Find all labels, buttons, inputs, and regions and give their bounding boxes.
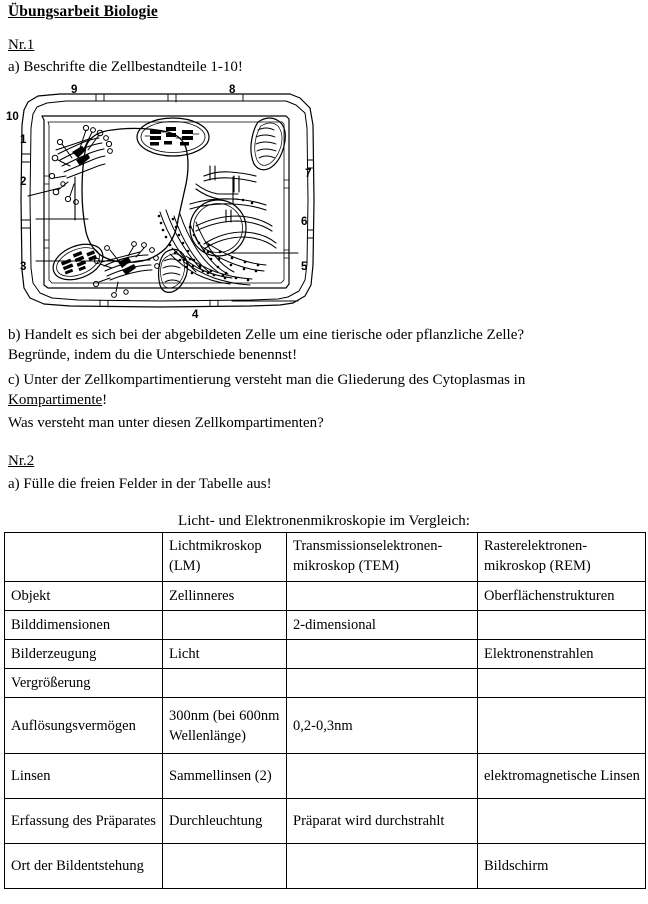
cell-objekt-rem[interactable]: Oberflächenstrukturen [478,582,646,611]
table-row [5,582,646,611]
diagram-label-1: 1 [20,134,27,146]
chloroplast-upper [137,118,209,156]
header-cell-rem: Rasterelektronen- mikroskop (REM) [478,533,646,582]
diagram-label-4: 4 [192,309,199,320]
cell-ort-tem[interactable] [287,844,478,889]
cell-bilddimensionen-tem[interactable]: 2-dimensional [287,611,478,640]
row-label-aufloesungsvermoegen: Auflösungsvermögen [5,698,163,754]
task-2a-text: a) Fülle die freien Felder in der Tabelle aus! [8,476,272,492]
task-1c-line1: c) Unter der Zellkompartimentierung versteht man die Gliederung des Cytoplasmas in [8,372,526,388]
row-label-objekt: Objekt [5,582,163,611]
cell-wall-segments [21,94,313,307]
cell-linsen-rem[interactable]: elektromagnetische Linsen [478,754,646,799]
task-1b-line2: Begründe, indem du die Unterschiede benennst! [8,347,298,363]
header-cell-tem: Transmissionselektronen- mikroskop (TEM) [287,533,478,582]
golgi-apparatus-lower [93,242,159,298]
diagram-label-10: 10 [6,111,19,123]
task-1a-text: a) Beschrifte die Zellbestandteile 1-10! [8,59,243,75]
table-row [5,698,646,754]
page-title: Übungsarbeit Biologie [8,3,158,20]
golgi-apparatus-upper [49,125,112,204]
cell-bilderzeugung-rem[interactable]: Elektronenstrahlen [478,640,646,669]
table-row [5,669,646,698]
row-label-linsen: Linsen [5,754,163,799]
row-label-bilderzeugung: Bilderzeugung [5,640,163,669]
table-row [5,799,646,844]
cell-vergroesserung-rem[interactable] [478,669,646,698]
cell-ort-rem[interactable]: Bildschirm [478,844,646,889]
diagram-label-6: 6 [301,216,308,228]
cell-aufloesung-tem[interactable]: 0,2-0,3nm [287,698,478,754]
cell-aufloesung-rem[interactable] [478,698,646,754]
section-label-nr1: Nr.1 [8,37,35,53]
cell-vergroesserung-lm[interactable] [163,669,287,698]
cell-ort-lm[interactable] [163,844,287,889]
cell-linsen-lm[interactable]: Sammellinsen (2) [163,754,287,799]
table-row [5,754,646,799]
diagram-label-9: 9 [71,84,78,96]
cell-bilderzeugung-tem[interactable] [287,640,478,669]
cell-vergroesserung-tem[interactable] [287,669,478,698]
task-1c-line2 [8,391,107,411]
task-1b-line1: b) Handelt es sich bei der abgebildeten Zelle um eine tierische oder pflanzliche Zelle? [8,327,525,343]
table-caption: Licht- und Elektronenmikroskopie im Vergleich: [178,513,470,529]
table-row [5,640,646,669]
cell-wall-outer [21,94,314,307]
diagram-label-8: 8 [229,84,236,96]
cell-bilderzeugung-lm[interactable]: Licht [163,640,287,669]
kompartimente-underlined: Kompartimente [8,392,103,408]
plant-cell-diagram [0,80,330,320]
membrane-dashes [44,176,289,258]
task-1c-line3: Was versteht man unter diesen Zellkompartimenten? [8,415,324,431]
row-label-vergroesserung: Vergrößerung [5,669,163,698]
cell-erfassung-tem[interactable]: Präparat wird durchstrahlt [287,799,478,844]
diagram-label-2: 2 [20,176,27,188]
comparison-table [4,532,646,889]
header-cell-lm: Lichtmikroskop (LM) [163,533,287,582]
cell-objekt-tem[interactable] [287,582,478,611]
table-header-row [5,533,646,582]
mitochondrion-upper-right [251,118,285,170]
row-label-bilddimensionen: Bilddimensionen [5,611,163,640]
row-label-erfassung: Erfassung des Präparates [5,799,163,844]
diagram-label-7: 7 [305,168,312,180]
cell-aufloesung-lm[interactable]: 300nm (bei 600nm Wellenlänge) [163,698,287,754]
cell-bilddimensionen-rem[interactable] [478,611,646,640]
table-row [5,611,646,640]
cell-objekt-lm[interactable]: Zellinneres [163,582,287,611]
row-label-ort: Ort der Bildentstehung [5,844,163,889]
cell-erfassung-rem[interactable] [478,799,646,844]
cell-erfassung-lm[interactable]: Durchleuchtung [163,799,287,844]
diagram-label-5: 5 [301,261,308,273]
diagram-label-3: 3 [20,261,27,273]
cell-linsen-tem[interactable] [287,754,478,799]
header-cell-blank [5,533,163,582]
cell-bilddimensionen-lm[interactable] [163,611,287,640]
section-label-nr2: Nr.2 [8,453,35,469]
table-row [5,844,646,889]
kompartimente-suffix: ! [102,392,108,408]
